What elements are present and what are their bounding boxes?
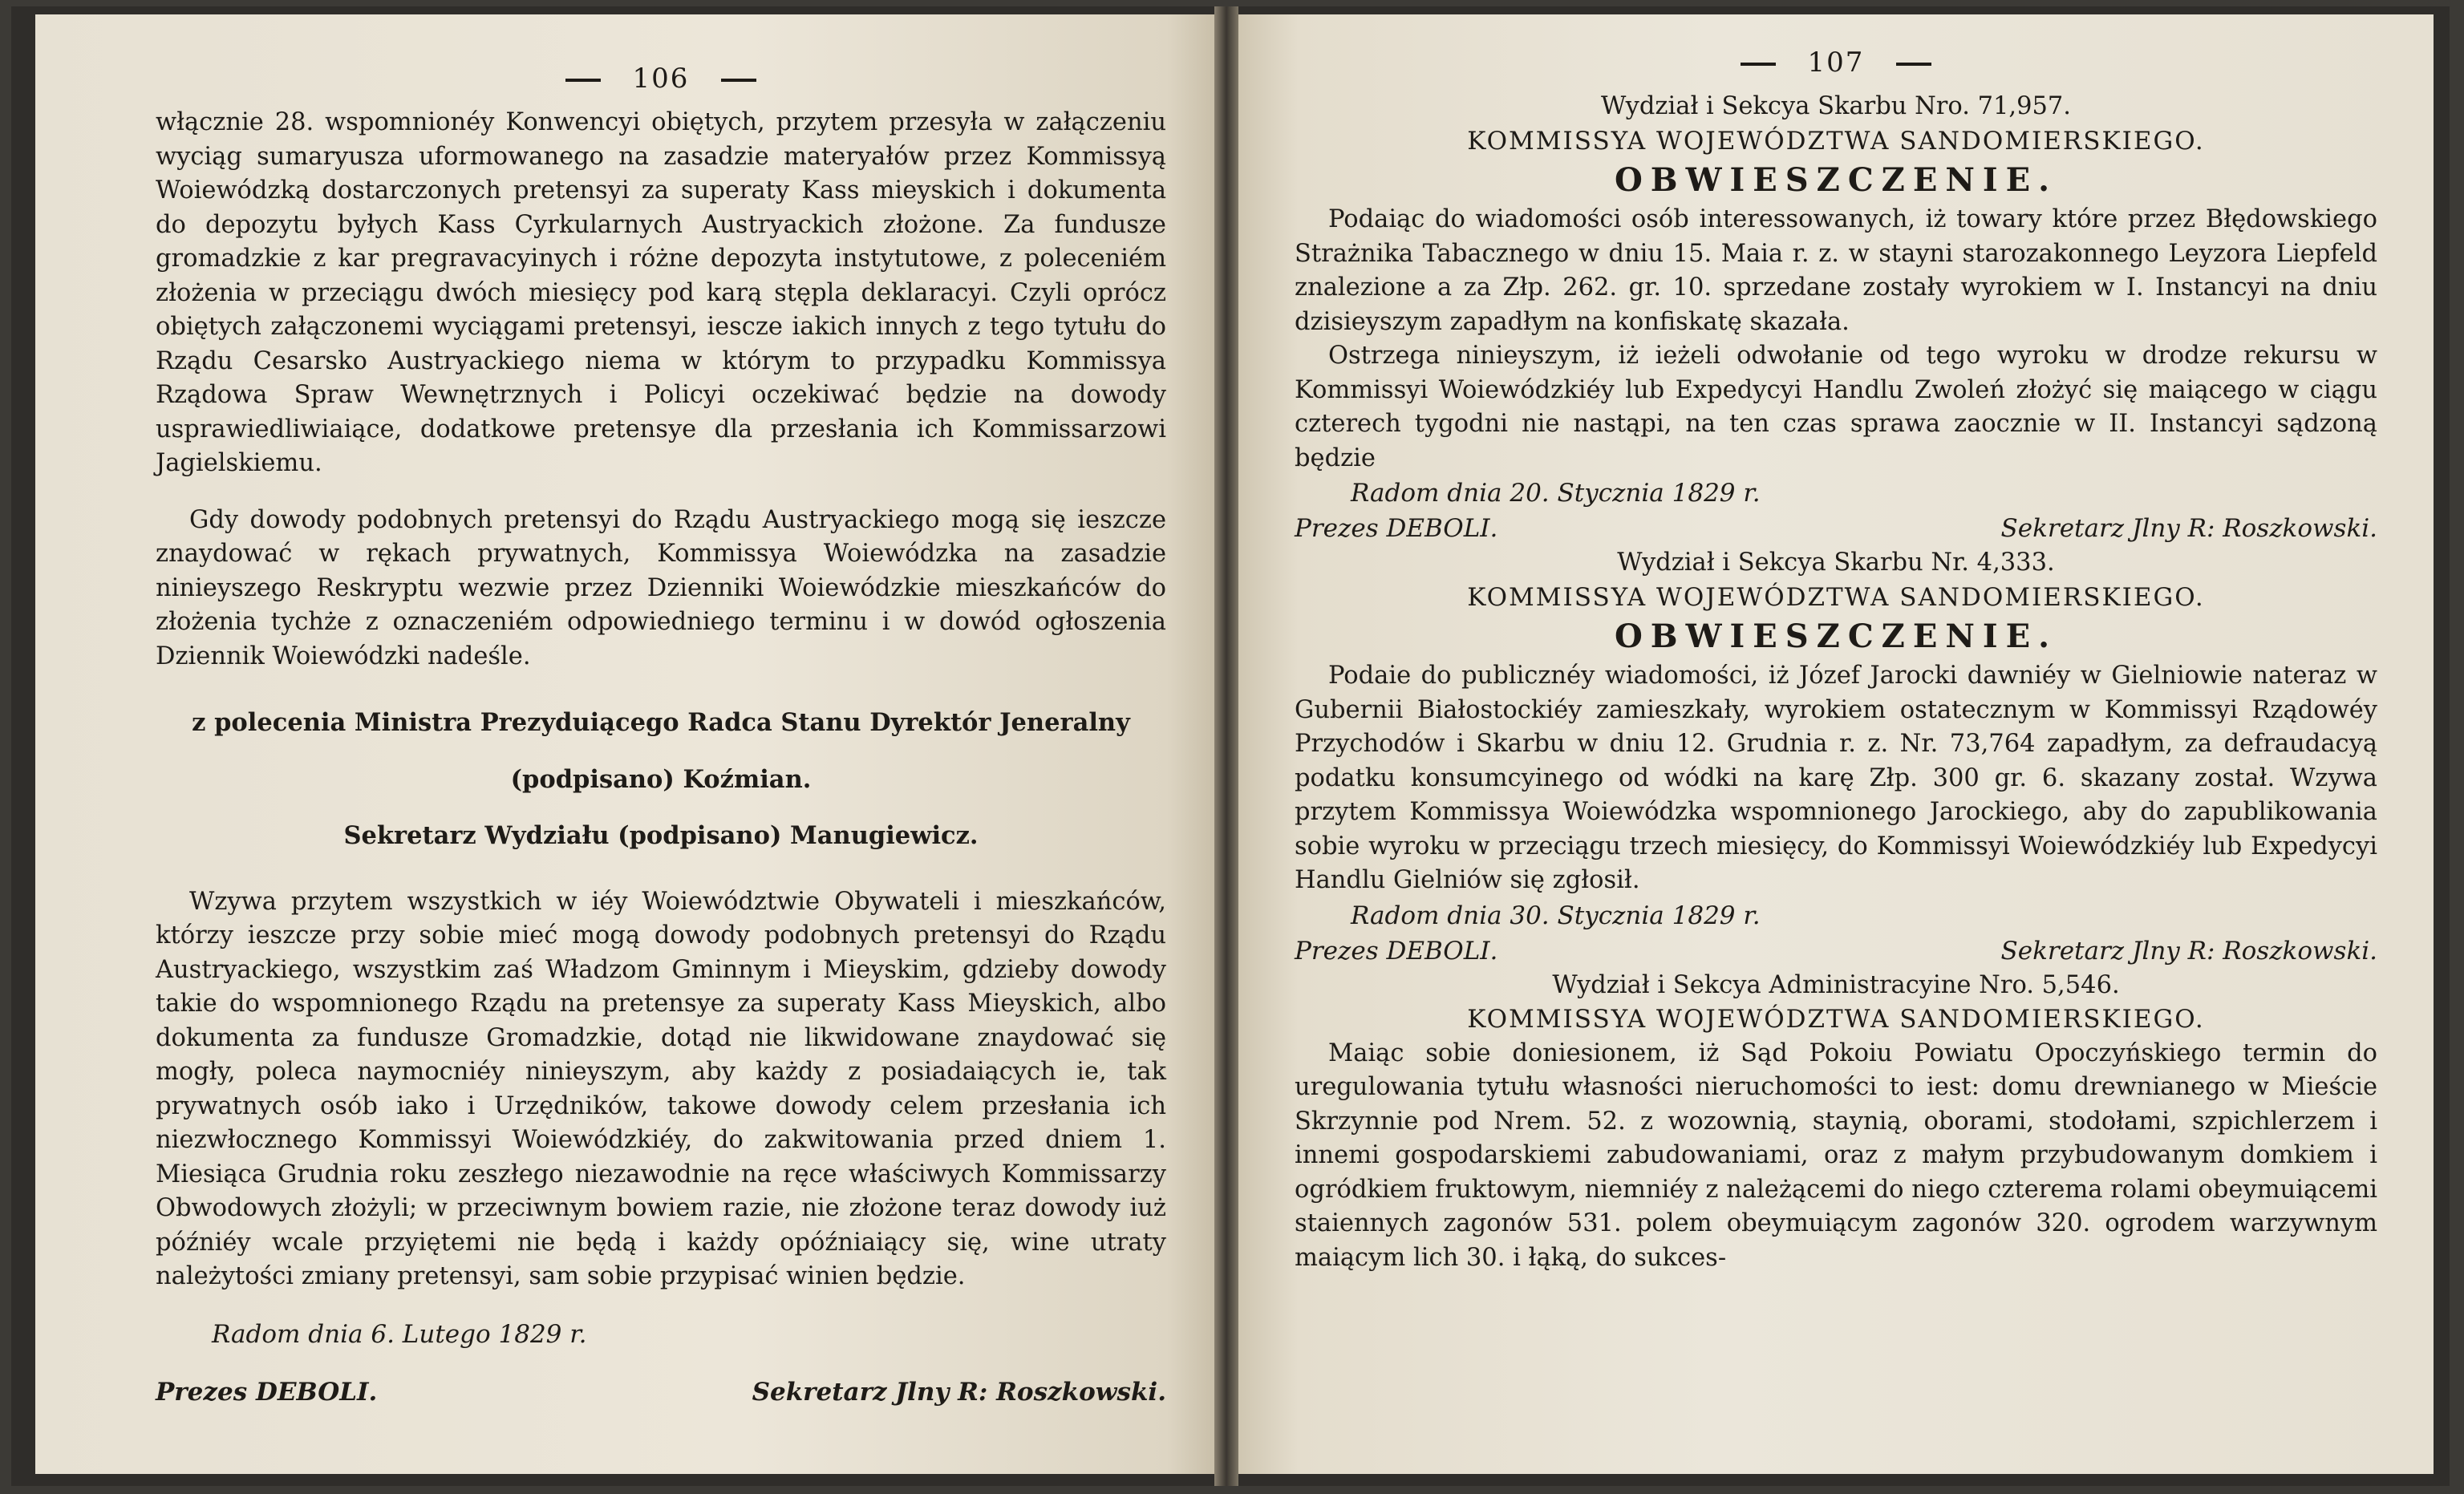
notice-1-signatures	[1295, 511, 2377, 546]
notice-2-commission: KOMMISSYA WOJEWÓDZTWA SANDOMIERSKIEGO.	[1467, 582, 2205, 612]
notice-1-date: Radom dnia 20. Stycznia 1829 r.	[1351, 479, 1761, 508]
notice-1-commission: KOMMISSYA WOJEWÓDZTWA SANDOMIERSKIEGO.	[1467, 126, 2205, 156]
notice-2-prezes: Prezes DEBOLI.	[1295, 936, 1498, 966]
notice-3-commission: KOMMISSYA WOJEWÓDZTWA SANDOMIERSKIEGO.	[1467, 1005, 2205, 1034]
notice-1-secretary: Sekretarz Jlny R: Roszkowski.	[2000, 514, 2377, 543]
page-number-left	[156, 63, 1166, 95]
dash-decoration	[565, 79, 601, 82]
left-page	[35, 14, 1214, 1474]
notice-2-heading: OBWIESZCZENIE.	[1614, 617, 2058, 655]
notice-1-paragraph-2: Ostrzega ninieyszym, iż ieżeli odwołanie od tego wyroku w drodze rekursu w Kommissyi Woiewódzkiéy lub Expedycyi Handlu Zwoleń złożyć się maiącego w ciągu czterech tygodni nie nastąpi, na ten czas sprawa zaocznie w II. Instancyi sądzoną będzie	[1295, 342, 2377, 472]
page-number-text: 106	[632, 63, 690, 95]
notice-2-date: Radom dnia 30. Stycznia 1829 r.	[1351, 901, 1761, 930]
page-number-text: 107	[1807, 47, 1865, 79]
notice-3-paragraph-1: Maiąc sobie doniesionem, iż Sąd Pokoiu Powiatu Opoczyńskiego termin do uregulowania tytułu własności nieruchomości to iest: domu drewnianego w Mieście Skrzynnie pod Nrem. 52. z wozownią, staynią, oborami, stodołami, szpichlerzem i innemi gospodarskiemi zabudowaniami, oraz z małym przybudowanym domkiem i ogródkiem fruktowym, niemniéy z należącemi do niego czterema rolami obeymuiącemi staiennych zagonów 531. polem obeymuiącym zagonów 320. ogrodem warzywnym maiącym lich 30. i łąką, do sukces-	[1295, 1039, 2377, 1272]
notice-1-paragraph-1: Podaiąc do wiadomości osób interessowanych, iż towary które przez Błędowskiego Strażnika Tabacznego w dniu 15. Maia r. z. w stayni starozakonnego Leyzora Liepfeld znalezione a za Złp. 262. gr. 10. sprzedane zostały wyrokiem w I. Instancyi na dniu dzisieyszym zapadłym na konfiskatę skazała.	[1295, 205, 2377, 336]
notice-2-secretary: Sekretarz Jlny R: Roszkowski.	[2000, 936, 2377, 966]
signed-line: (podpisano) Koźmian.	[510, 764, 812, 794]
secretary-signature: Sekretarz Jlny R: Roszkowski.	[752, 1377, 1166, 1407]
notice-2-department: Wydział i Sekcya Skarbu Nr. 4,333.	[1617, 549, 2055, 577]
secretary-line: Sekretarz Wydziału (podpisano) Manugiewicz.	[343, 821, 979, 850]
paragraph-2: Gdy dowody podobnych pretensyi do Rządu Austryackiego mogą się ieszcze znaydować w rękach prywatnych, Kommissya Woiewódzka na zasadzie ninieyszego Reskryptu wezwie przez Dzienniki Woiewódzkie mieszkańców do złożenia tychże z oznaczeniém odpowiedniego terminu i w dowód ogłoszenia Dziennik Woiewódzki nadeśle.	[156, 505, 1166, 670]
notice-1-prezes: Prezes DEBOLI.	[1295, 514, 1498, 543]
paragraph-1: włącznie 28. wspomnionéy Konwencyi obiętych, przytem przesyła w załączeniu wyciąg sumaryusza uformowanego na zasadzie materyałów przez Kommissyą Woiewódzką dostarczonych pretensyi za superaty Kass mieyskich i dokumenta do depozytu byłych Kass Cyrkularnych Austryackich złożone. Za fundusze gromadzkie z kar pregravacyinych i różne depozyta instytutowe, z poleceniém złożenia w przeciągu dwóch miesięcy pod karą stępla deklaracyi. Czyli oprócz obiętych załączonemi wyciągami pretensyi, iescze iakich innych z tego tytułu do Rządu Cesarsko Austryackiego niema w którym to przypadku Kommissya Rządowa Spraw Wewnętrznych i Policyi oczekiwać będzie na dowody usprawiedliwiaiące, dodatkowe pretensye dla przesłania ich Kommissarzowi Jagielskiemu.	[156, 108, 1166, 477]
page-number-right	[1295, 47, 2377, 79]
notice-3-department: Wydział i Sekcya Administracyine Nro. 5,546.	[1552, 970, 2120, 999]
dash-decoration	[1741, 63, 1776, 66]
dash-decoration	[721, 79, 756, 82]
paragraph-3: Wzywa przytem wszystkich w iéy Woiewództwie Obywateli i mieszkańców, którzy ieszcze przy sobie mieć mogą dowody podobnych pretensyi do Rządu Austryackiego, wszystkim zaś Władzom Gminnym i Mieyskim, gdzieby dowody takie do wspomnionego Rządu na pretensye za superaty Kass Mieyskich, albo dokumenta za fundusze Gromadzkie, dotąd nie likwidowane znaydować się mogły, poleca naymocniéy ninieyszym, aby każdy z posiadaiących ie, tak prywatnych osób iako i Urzędników, takowe dowody celem przesłania ich niezwłocznego Kommissyi Woiewódzkiéy, do zakwitowania przed dniem 1. Miesiąca Grudnia roku zeszłego niezawodnie na ręce właściwych Kommissarzy Obwodowych złożyli; w przeciwnym bowiem razie, nie złożone teraz dowody iuż późniéy wcale przyiętemi nie będą i każdy opóźniaiący się, wine utraty należytości zmiany pretensyi, sam sobie przypisać winien będzie.	[156, 887, 1166, 1290]
notice-1-heading: OBWIESZCZENIE.	[1614, 161, 2058, 199]
right-page	[1238, 14, 2434, 1474]
signature-row	[156, 1375, 1166, 1410]
notice-2-signatures	[1295, 933, 2377, 969]
dash-decoration	[1896, 63, 1931, 66]
book-gutter	[1214, 6, 1238, 1486]
notice-1-department: Wydział i Sekcya Skarbu Nro. 71,957.	[1601, 92, 2071, 120]
notice-2-paragraph-1: Podaie do publicznéy wiadomości, iż Józef Jarocki dawniéy w Gielniowie nateraz w Gubernii Białostockiéy zamieszkały, wyrokiem ostatecznym w Kommissyi Rządowéy Przychodów i Skarbu w dniu 12. Grudnia r. z. Nr. 73,764 zapadłym, za defraudacyą podatku konsumcyinego od wódki na karę Złp. 300 gr. 6. skazany został. Wzywa przytem Kommissya Woiewódzka wspomnionego Jarockiego, aby do zapublikowania sobie wyroku w przeciągu trzech miesięcy, do Kommissyi Woiewódzkiéy lub Expedycyi Handlu Gielniów się zgłosił.	[1295, 662, 2377, 894]
order-line: z polecenia Ministra Prezyduiącego Radca Stanu Dyrektór Jeneralny	[192, 708, 1130, 737]
date-line: Radom dnia 6. Lutego 1829 r.	[212, 1319, 587, 1349]
prezes-signature: Prezes DEBOLI.	[156, 1377, 378, 1407]
book-spread	[11, 6, 2450, 1486]
